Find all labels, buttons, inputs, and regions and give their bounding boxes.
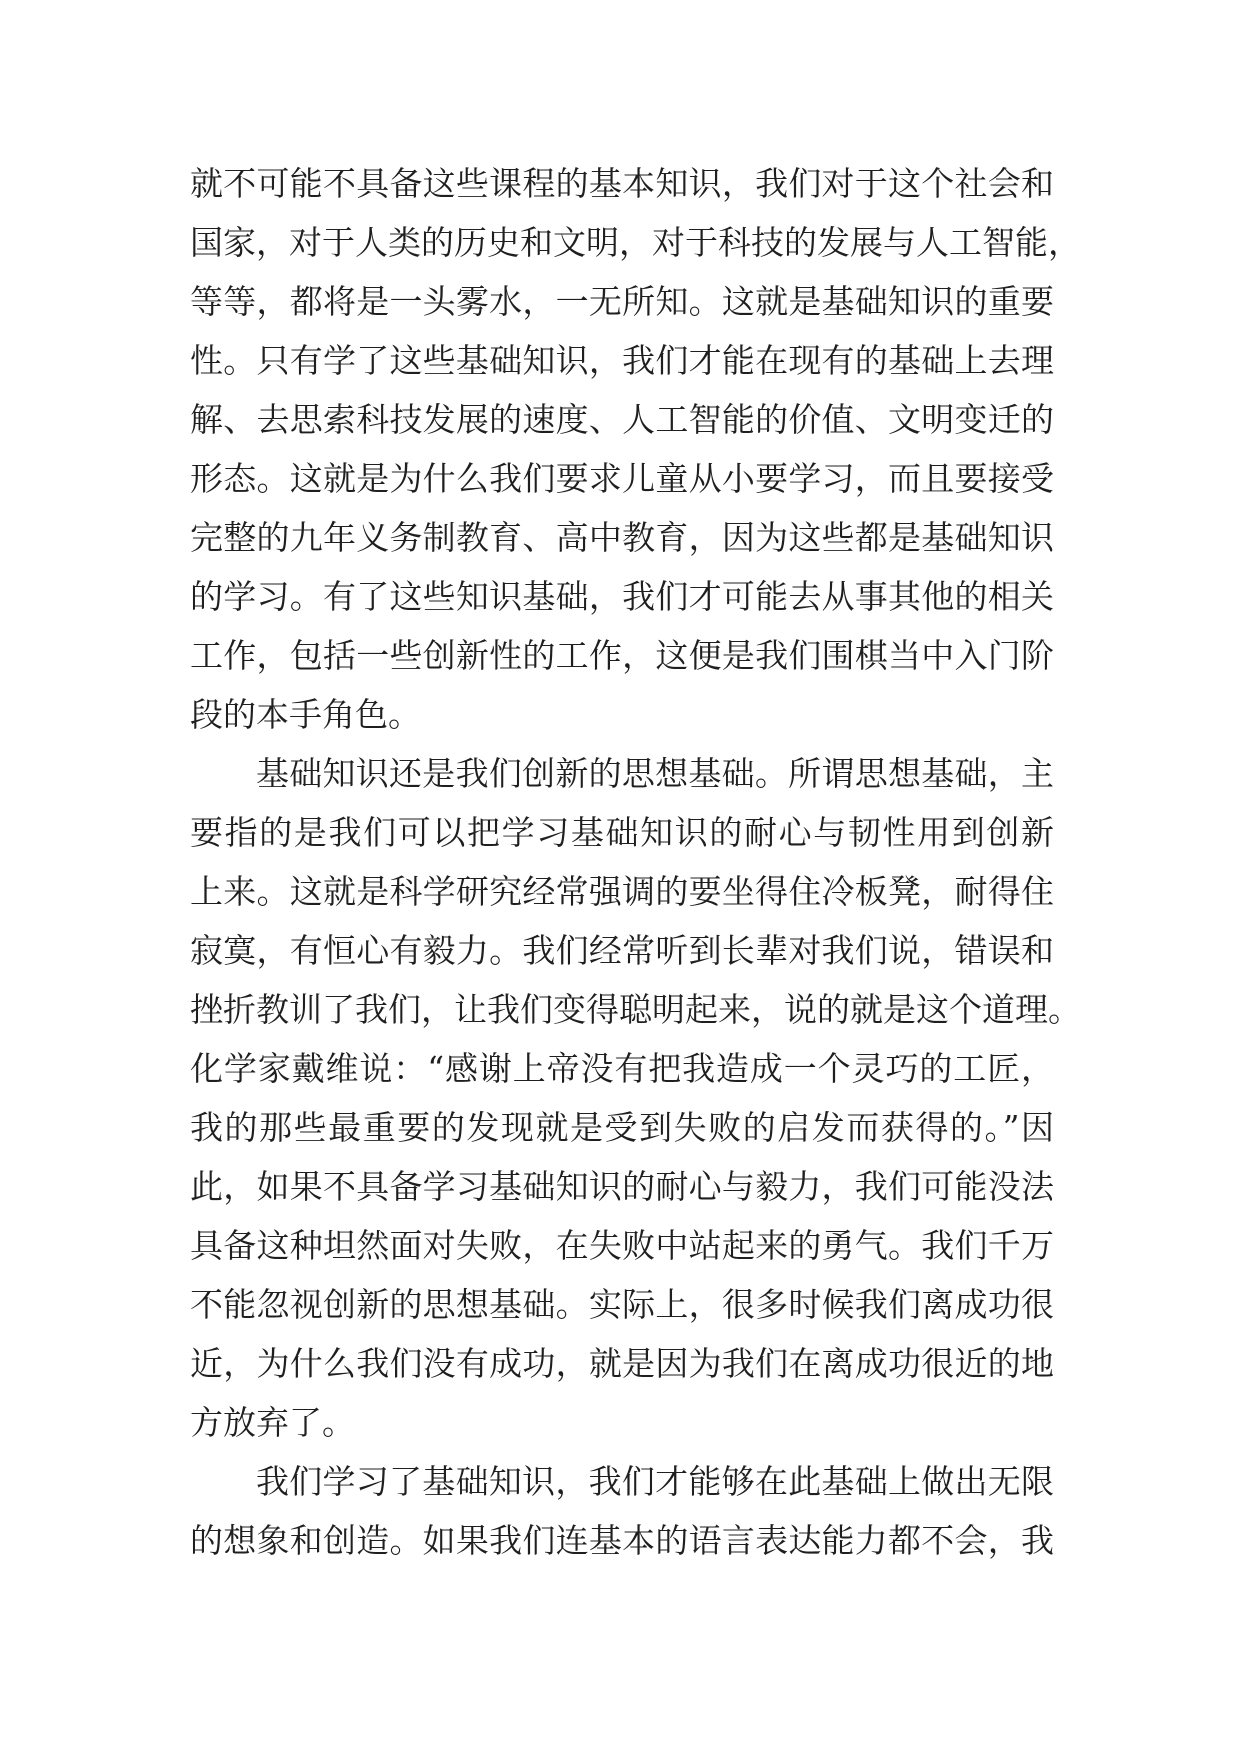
text-line: 的学习。有了这些知识基础，我们才可能去从事其他的相关 bbox=[190, 577, 1054, 616]
text-line: 近，为什么我们没有成功，就是因为我们在离成功很近的地 bbox=[190, 1344, 1054, 1383]
text-line: 的想象和创造。如果我们连基本的语言表达能力都不会，我 bbox=[190, 1521, 1054, 1560]
text-line: 形态。这就是为什么我们要求儿童从小要学习，而且要接受 bbox=[190, 459, 1054, 498]
text-line: 我的那些最重要的发现就是受到失败的启发而获得的。”因 bbox=[190, 1108, 1054, 1147]
text-line: 上来。这就是科学研究经常强调的要坐得住冷板凳，耐得住 bbox=[190, 872, 1054, 911]
text-line: 工作，包括一些创新性的工作，这便是我们围棋当中入门阶 bbox=[190, 636, 1054, 675]
paragraph-first-line: 基础知识还是我们创新的思想基础。所谓思想基础，主 bbox=[256, 754, 1054, 793]
text-line: 段的本手角色。 bbox=[190, 695, 421, 734]
text-line: 寂寞，有恒心有毅力。我们经常听到长辈对我们说，错误和 bbox=[190, 931, 1054, 970]
text-line: 等等，都将是一头雾水，一无所知。这就是基础知识的重要 bbox=[190, 282, 1054, 321]
text-line: 方放弃了。 bbox=[190, 1403, 355, 1442]
paragraph-first-line: 我们学习了基础知识，我们才能够在此基础上做出无限 bbox=[256, 1462, 1054, 1501]
text-line: 要指的是我们可以把学习基础知识的耐心与韧性用到创新 bbox=[190, 813, 1054, 852]
text-line: 不能忽视创新的思想基础。实际上，很多时候我们离成功很 bbox=[190, 1285, 1054, 1324]
text-line: 此，如果不具备学习基础知识的耐心与毅力，我们可能没法 bbox=[190, 1167, 1054, 1206]
text-line: 完整的九年义务制教育、高中教育，因为这些都是基础知识 bbox=[190, 518, 1054, 557]
text-line: 解、去思索科技发展的速度、人工智能的价值、文明变迁的 bbox=[190, 400, 1054, 439]
text-line: 就不可能不具备这些课程的基本知识，我们对于这个社会和 bbox=[190, 164, 1054, 203]
text-line: 国家，对于人类的历史和文明，对于科技的发展与人工智能， bbox=[190, 223, 1081, 262]
text-line: 化学家戴维说：“感谢上帝没有把我造成一个灵巧的工匠， bbox=[190, 1049, 1054, 1088]
text-line: 具备这种坦然面对失败，在失败中站起来的勇气。我们千万 bbox=[190, 1226, 1054, 1265]
text-line: 挫折教训了我们，让我们变得聪明起来，说的就是这个道理。 bbox=[190, 990, 1081, 1029]
text-line: 性。只有学了这些基础知识，我们才能在现有的基础上去理 bbox=[190, 341, 1054, 380]
